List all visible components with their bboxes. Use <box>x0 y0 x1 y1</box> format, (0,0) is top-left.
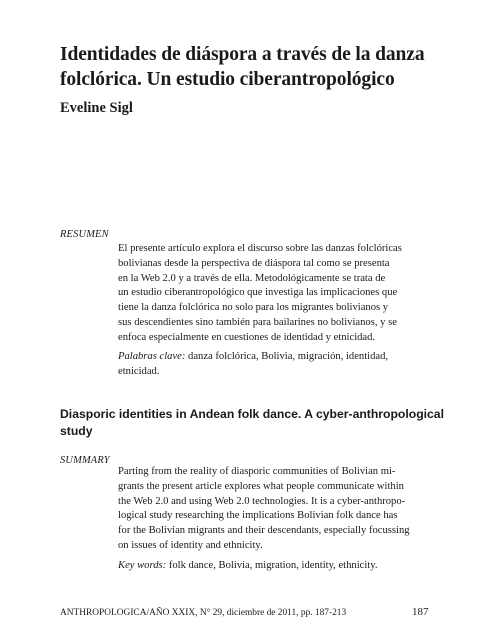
summary-line: grants the present article explores what people communicate within <box>118 480 404 492</box>
resumen-line: bolivianas desde la perspectiva de diáspora tal como se presenta <box>118 257 390 269</box>
article-author: Eveline Sigl <box>60 100 133 116</box>
resumen-label: RESUMEN <box>60 229 109 240</box>
english-title-line-1: Diasporic identities in Andean folk dance. A cyber-anthropological <box>60 407 444 421</box>
article-title-line-2: folclórica. Un estudio ciberantropológico <box>60 69 395 90</box>
english-title-line-2: study <box>60 424 93 438</box>
summary-line: logical study researching the implications Bolivian folk dance has <box>118 510 398 522</box>
page-number: 187 <box>412 606 429 618</box>
summary-line: Parting from the reality of diasporic communities of Bolivian mi- <box>118 466 396 477</box>
summary-line: for the Bolivian migrants and their descendants, especially focussing <box>118 525 410 537</box>
summary-line: the Web 2.0 and using Web 2.0 technologies. It is a cyber-anthropo- <box>118 495 406 507</box>
resumen-line: en la Web 2.0 y a través de ella. Metodológicamente se trata de <box>118 272 386 284</box>
resumen-keywords-line <box>118 350 428 365</box>
footer-citation: ANTHROPOLOGICA/AÑO XXIX, N° 29, diciembre de 2011, pp. 187-213 <box>60 608 347 618</box>
resumen-abstract <box>118 242 428 346</box>
summary-label: SUMMARY <box>60 455 110 466</box>
resumen-line: El presente artículo explora el discurso sobre las danzas folclóricas <box>118 243 402 254</box>
resumen-line: tiene la danza folclórica no solo para los migrantes bolivianos y <box>118 302 389 314</box>
summary-line: on issues of identity and ethnicity. <box>118 539 263 551</box>
summary-abstract <box>118 465 428 554</box>
resumen-line: enfoca especialmente en cuestiones de identidad y etnicidad. <box>118 331 376 343</box>
resumen-keywords-label: Palabras clave: <box>118 351 186 362</box>
resumen-line: un estudio ciberantropológico que investiga las implicaciones que <box>118 287 398 299</box>
article-title-line-1: Identidades de diáspora a través de la danza <box>60 44 425 65</box>
summary-keywords <box>118 559 428 574</box>
article-title <box>60 42 460 92</box>
summary-keywords-text: folk dance, Bolivia, migration, identity, ethnicity. <box>166 560 378 571</box>
resumen-keywords <box>118 350 428 380</box>
summary-keywords-label: Key words: <box>118 560 167 571</box>
resumen-line: sus descendientes sino también para bailarines no bolivianos, y se <box>118 316 397 328</box>
resumen-keywords-line: etnicidad. <box>118 365 160 377</box>
summary-keywords-line <box>118 559 428 574</box>
english-title <box>60 406 460 440</box>
resumen-keywords-text: danza folclórica, Bolivia, migración, identidad, <box>185 351 389 362</box>
